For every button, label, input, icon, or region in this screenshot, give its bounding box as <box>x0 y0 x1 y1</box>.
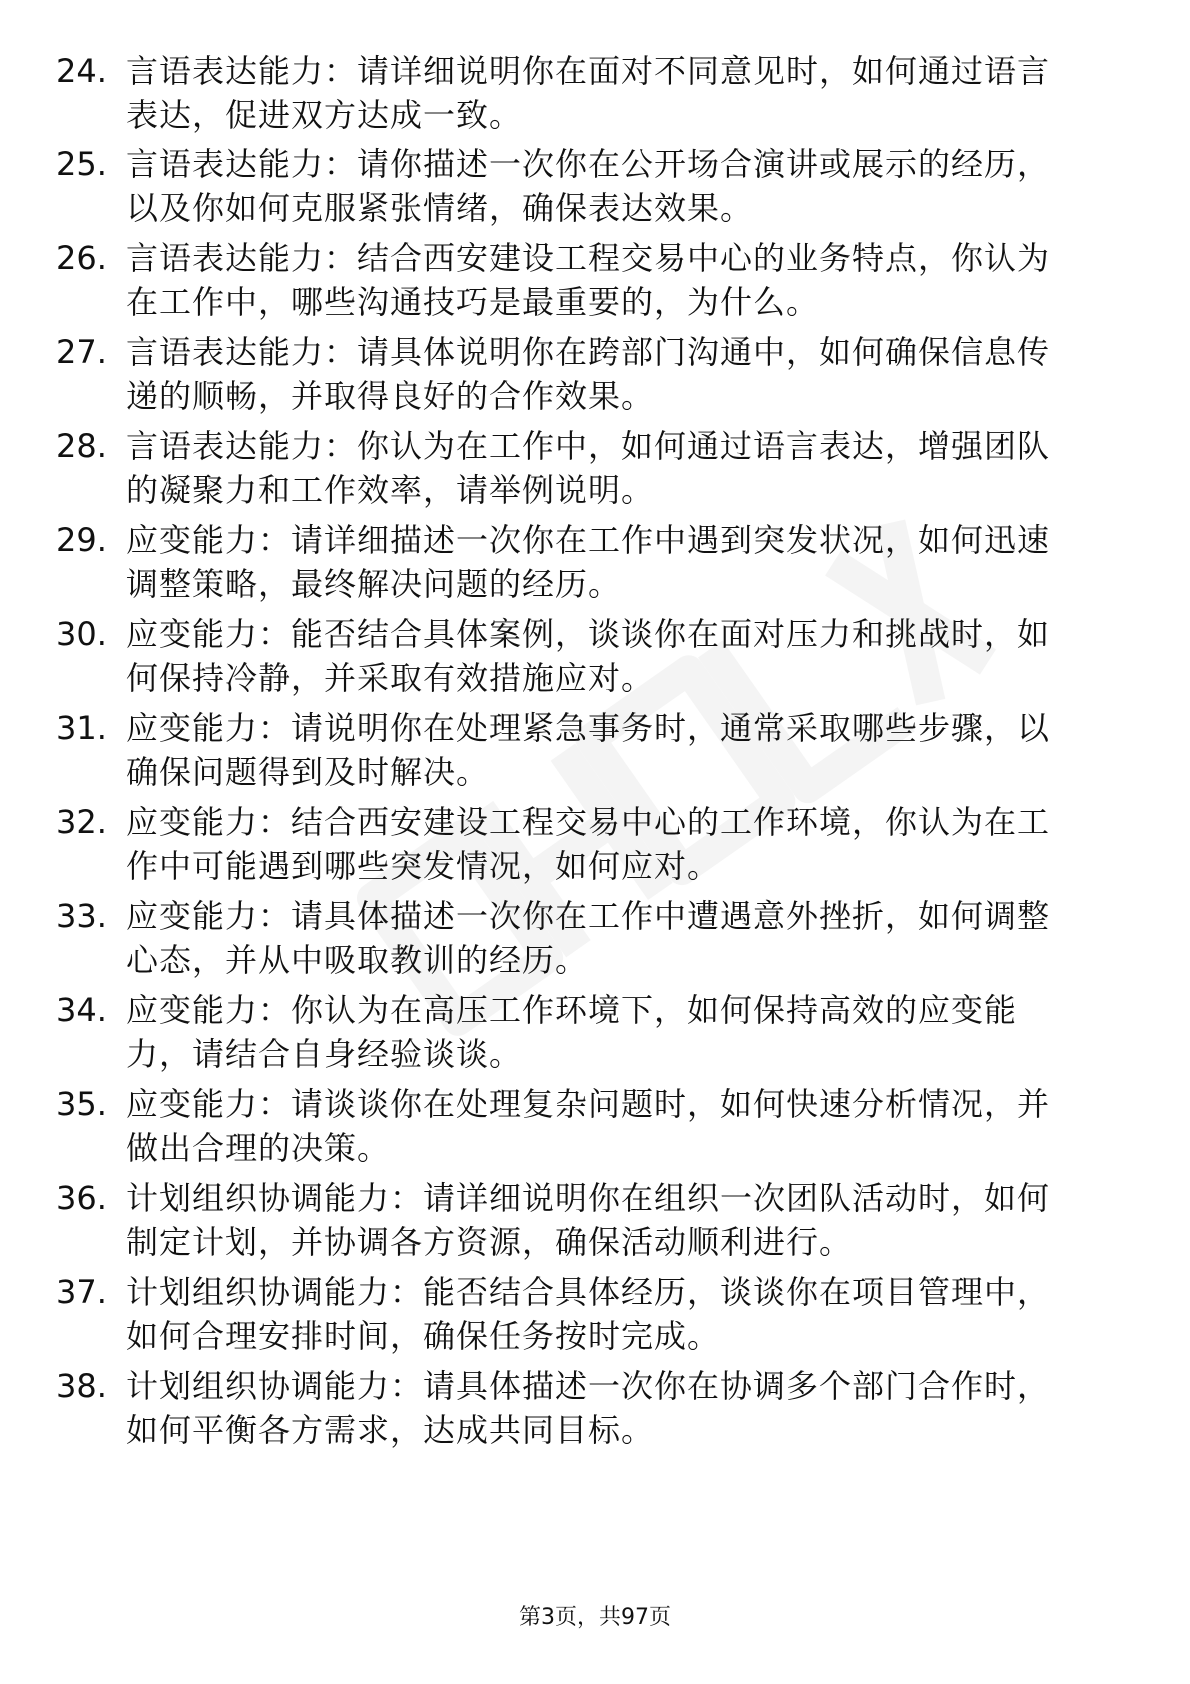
question-number: 29. <box>56 521 107 559</box>
question-line-1: 言语表达能力：结合西安建设工程交易中心的业务特点，你认为 <box>126 239 1051 277</box>
question-text <box>126 518 1116 606</box>
question-text <box>126 706 1116 794</box>
list-item <box>56 330 1116 430</box>
list-item <box>56 1176 1116 1276</box>
question-number: 30. <box>56 615 107 653</box>
list-item <box>56 142 1116 242</box>
list-item <box>56 236 1116 336</box>
question-text <box>126 800 1116 888</box>
question-text <box>126 1082 1116 1170</box>
question-text <box>126 894 1116 982</box>
question-line-2: 做出合理的决策。 <box>126 1129 391 1167</box>
question-line-1: 应变能力：请详细描述一次你在工作中遇到突发状况，如何迅速 <box>126 521 1051 559</box>
question-text <box>126 612 1116 700</box>
question-text <box>126 1364 1116 1452</box>
question-number: 33. <box>56 897 107 935</box>
question-line-2: 如何合理安排时间，确保任务按时完成。 <box>126 1317 721 1355</box>
question-text <box>126 49 1116 137</box>
question-number: 37. <box>56 1273 107 1311</box>
list-item <box>56 1082 1116 1182</box>
question-text <box>126 1176 1116 1264</box>
list-item <box>56 1364 1116 1464</box>
list-item <box>56 518 1116 618</box>
question-number: 24. <box>56 52 107 90</box>
list-item <box>56 800 1116 900</box>
list-item <box>56 706 1116 806</box>
question-text <box>126 142 1116 230</box>
question-text <box>126 424 1116 512</box>
question-number: 25. <box>56 145 107 183</box>
question-line-1: 计划组织协调能力：请详细说明你在组织一次团队活动时，如何 <box>126 1179 1051 1217</box>
question-line-2: 如何平衡各方需求，达成共同目标。 <box>126 1411 655 1449</box>
list-item <box>56 1270 1116 1370</box>
question-line-1: 计划组织协调能力：请具体描述一次你在协调多个部门合作时， <box>126 1367 1051 1405</box>
question-line-2: 作中可能遇到哪些突发情况，如何应对。 <box>126 847 721 885</box>
question-line-2: 力，请结合自身经验谈谈。 <box>126 1035 523 1073</box>
question-line-2: 以及你如何克服紧张情绪，确保表达效果。 <box>126 189 754 227</box>
question-line-2: 调整策略，最终解决问题的经历。 <box>126 565 622 603</box>
question-text <box>126 1270 1116 1358</box>
list-item <box>56 49 1116 149</box>
question-line-1: 应变能力：请谈谈你在处理复杂问题时，如何快速分析情况，并 <box>126 1085 1051 1123</box>
question-line-1: 言语表达能力：请你描述一次你在公开场合演讲或展示的经历， <box>126 145 1051 183</box>
list-item <box>56 612 1116 712</box>
question-line-1: 言语表达能力：请详细说明你在面对不同意见时，如何通过语言 <box>126 52 1051 90</box>
question-line-2: 何保持冷静，并采取有效措施应对。 <box>126 659 655 697</box>
question-number: 27. <box>56 333 107 371</box>
question-line-1: 应变能力：请说明你在处理紧急事务时，通常采取哪些步骤，以 <box>126 709 1051 747</box>
question-number: 31. <box>56 709 107 747</box>
question-number: 35. <box>56 1085 107 1123</box>
list-item <box>56 894 1116 994</box>
question-line-2: 在工作中，哪些沟通技巧是最重要的，为什么。 <box>126 283 820 321</box>
question-line-1: 应变能力：结合西安建设工程交易中心的工作环境，你认为在工 <box>126 803 1051 841</box>
question-number: 34. <box>56 991 107 1029</box>
question-line-1: 应变能力：请具体描述一次你在工作中遭遇意外挫折，如何调整 <box>126 897 1051 935</box>
list-item <box>56 988 1116 1088</box>
question-number: 36. <box>56 1179 107 1217</box>
question-line-2: 的凝聚力和工作效率，请举例说明。 <box>126 471 655 509</box>
question-line-1: 言语表达能力：你认为在工作中，如何通过语言表达，增强团队 <box>126 427 1051 465</box>
question-line-2: 递的顺畅，并取得良好的合作效果。 <box>126 377 655 415</box>
question-line-1: 言语表达能力：请具体说明你在跨部门沟通中，如何确保信息传 <box>126 333 1051 371</box>
question-text <box>126 988 1116 1076</box>
question-line-2: 确保问题得到及时解决。 <box>126 753 490 791</box>
question-line-2: 表达，促进双方达成一致。 <box>126 96 523 134</box>
question-number: 26. <box>56 239 107 277</box>
question-line-1: 计划组织协调能力：能否结合具体经历，谈谈你在项目管理中， <box>126 1273 1051 1311</box>
question-text <box>126 236 1116 324</box>
question-line-1: 应变能力：能否结合具体案例，谈谈你在面对压力和挑战时，如 <box>126 615 1051 653</box>
list-item <box>56 424 1116 524</box>
question-number: 32. <box>56 803 107 841</box>
question-line-2: 心态，并从中吸取教训的经历。 <box>126 941 589 979</box>
question-line-1: 应变能力：你认为在高压工作环境下，如何保持高效的应变能 <box>126 991 1018 1029</box>
question-number: 38. <box>56 1367 107 1405</box>
page-number-footer: 第3页，共97页 <box>519 1605 671 1630</box>
question-line-2: 制定计划，并协调各方资源，确保活动顺利进行。 <box>126 1223 853 1261</box>
question-number: 28. <box>56 427 107 465</box>
question-text <box>126 330 1116 418</box>
